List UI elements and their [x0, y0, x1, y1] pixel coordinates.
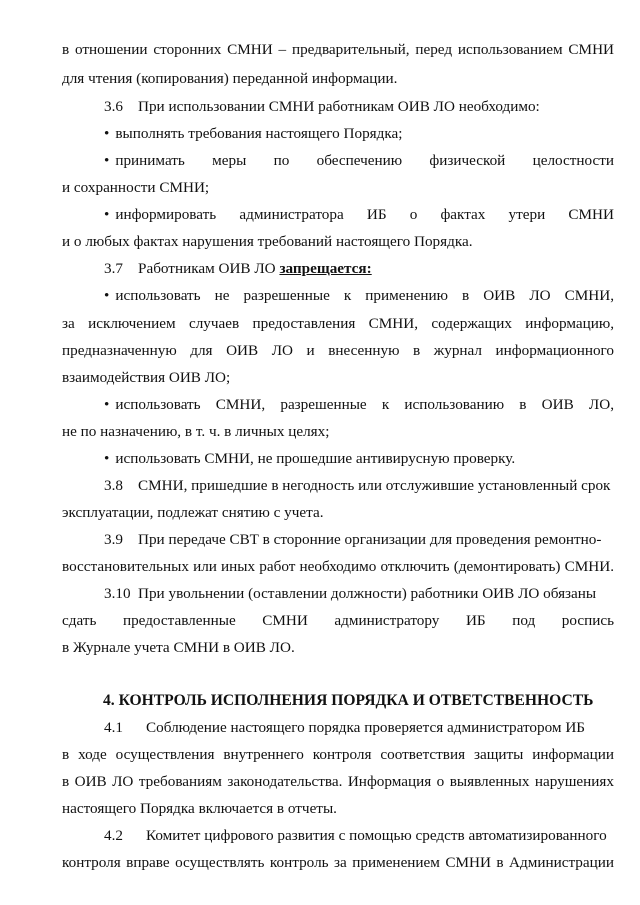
clause-text: Соблюдение настоящего порядка проверяется администратором ИБ: [146, 719, 586, 736]
text-line: за исключением случаев предоставления СМНИ, содержащих информацию,: [62, 315, 614, 332]
bullet-item: • использовать СМНИ, не прошедшие антивирусную проверку.: [104, 450, 614, 468]
bullet-item: • выполнять требования настоящего Порядка;: [104, 125, 614, 143]
text-line: в отношении сторонних СМНИ – предварительный, перед использованием СМНИ: [62, 41, 614, 58]
clause-number: 4.2: [104, 827, 123, 844]
paragraph-3-8: [104, 477, 614, 495]
bullet-item: • использовать не разрешенные к применению в ОИВ ЛО СМНИ,: [104, 287, 614, 305]
clause-number: 3.8: [104, 477, 123, 494]
clause-text: При передаче СВТ в сторонние организации для проведения ремонтно-: [138, 531, 602, 548]
text-line: контроля вправе осуществлять контроль за применением СМНИ в Администрации: [62, 854, 614, 871]
clause-text: Работникам ОИВ ЛО: [138, 260, 276, 277]
text-line: в ходе осуществления внутреннего контроля соответствия защиты информации: [62, 746, 614, 763]
bullet-item: • информировать администратора ИБ о фактах утери СМНИ: [104, 206, 614, 224]
text-line: эксплуатации, подлежат снятию с учета.: [62, 504, 324, 521]
text-line: и сохранности СМНИ;: [62, 179, 210, 196]
text-line: сдать предоставленные СМНИ администратору ИБ под роспись: [62, 612, 614, 629]
paragraph-3-10: [104, 585, 614, 603]
text-line: и о любых фактах нарушения требований настоящего Порядка.: [62, 233, 473, 250]
paragraph-4-1: [104, 719, 614, 737]
paragraph-3-6: [104, 98, 614, 116]
text-line: восстановительных или иных работ необходимо отключить (демонтировать) СМНИ.: [62, 558, 614, 575]
text-line: предназначенную для ОИВ ЛО и внесенную в журнал информационного: [62, 342, 614, 359]
text-line: не по назначению, в т. ч. в личных целях;: [62, 423, 330, 440]
text-line: в Журнале учета СМНИ в ОИВ ЛО.: [62, 639, 295, 656]
clause-number: 3.9: [104, 531, 123, 548]
clause-text: При увольнении (оставлении должности) работники ОИВ ЛО обязаны: [138, 585, 597, 602]
paragraph-3-9: [104, 531, 614, 549]
paragraph-4-2: [104, 827, 614, 845]
clause-text: Комитет цифрового развития с помощью средств автоматизированного: [146, 827, 607, 844]
clause-number: 4.1: [104, 719, 123, 736]
clause-number: 3.7: [104, 260, 123, 277]
bullet-item: • использовать СМНИ, разрешенные к использованию в ОИВ ЛО,: [104, 396, 614, 414]
prohibited-label: запрещается:: [279, 260, 372, 277]
text-line: настоящего Порядка включается в отчеты.: [62, 800, 337, 817]
text-line: для чтения (копирования) переданной информации.: [62, 70, 398, 87]
bullet-item: • принимать меры по обеспечению физической целостности: [104, 152, 614, 170]
clause-number: 3.10: [104, 585, 131, 602]
clause-text: СМНИ, пришедшие в негодность или отслужившие установленный срок: [138, 477, 611, 494]
clause-number: 3.6: [104, 98, 123, 115]
section-heading: 4. КОНТРОЛЬ ИСПОЛНЕНИЯ ПОРЯДКА И ОТВЕТСТВЕННОСТЬ: [103, 692, 594, 709]
paragraph-3-7: [104, 260, 614, 278]
text-line: в ОИВ ЛО требованиям законодательства. Информация о выявленных нарушениях: [62, 773, 614, 790]
text-line: взаимодействия ОИВ ЛО;: [62, 369, 231, 386]
clause-text: При использовании СМНИ работникам ОИВ ЛО необходимо:: [138, 98, 540, 115]
